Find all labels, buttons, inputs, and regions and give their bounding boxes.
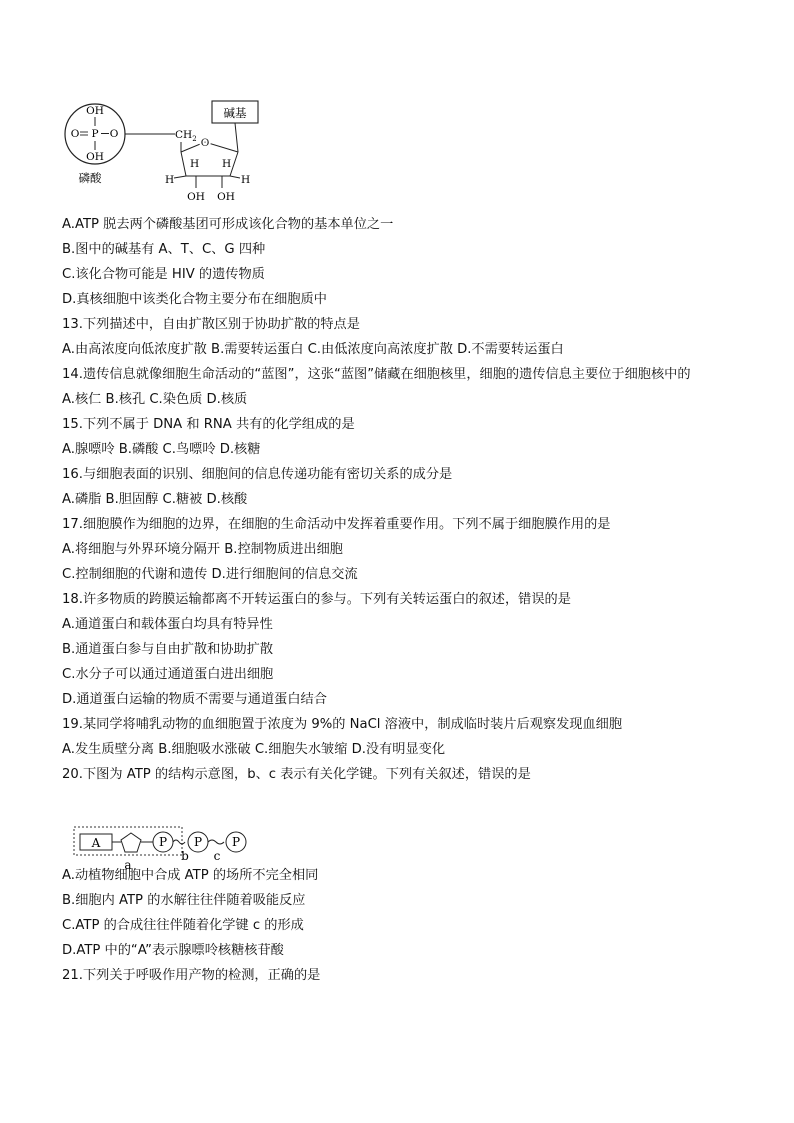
question-stem: 19.某同学将哺乳动物的血细胞置于浓度为 9%的 NaCl 溶液中，制成临时装片后观察发现血细胞: [62, 717, 623, 732]
o-link-text: O: [109, 128, 119, 140]
hydrogen-text: H: [165, 174, 175, 186]
oh-bottom-text: OH: [86, 151, 104, 163]
option-line: A.由高浓度向低浓度扩散 B.需要转运蛋白 C.由低浓度向高浓度扩散 D.不需要转运蛋白: [62, 342, 564, 357]
ribose-pentagon: [121, 833, 141, 852]
question-stem: 18.许多物质的跨膜运输都离不开转运蛋白的参与。下列有关转运蛋白的叙述，错误的是: [62, 592, 571, 607]
phosphate-label: 磷酸: [78, 171, 102, 185]
option-line: A.磷脂 B.胆固醇 C.糖被 D.核酸: [62, 492, 248, 507]
question-stem: 15.下列不属于 DNA 和 RNA 共有的化学组成的是: [62, 417, 355, 432]
oh-right-text: OH: [217, 191, 235, 203]
option-line: A.动植物细胞中合成 ATP 的场所不完全相同: [62, 868, 319, 883]
option-line: A.核仁 B.核孔 C.染色质 D.核质: [62, 392, 248, 407]
option-line: A.通道蛋白和载体蛋白均具有特异性: [62, 617, 273, 632]
question-stem: 17.细胞膜作为细胞的边界，在细胞的生命活动中发挥着重要作用。下列不属于细胞膜作用的是: [62, 517, 611, 532]
option-line: A.腺嘌呤 B.磷酸 C.鸟嘌呤 D.核糖: [62, 442, 261, 457]
question-stem: 16.与细胞表面的识别、细胞间的信息传递功能有密切关系的成分是: [62, 467, 453, 482]
base-label: 碱基: [223, 106, 247, 120]
phosphate-letter: P: [158, 835, 168, 849]
high-energy-bond-b: [173, 840, 185, 844]
phosphorus-text: P: [91, 128, 99, 140]
option-line: B.图中的碱基有 A、T、C、G 四种: [62, 242, 266, 257]
option-line: D.真核细胞中该类化合物主要分布在细胞质中: [62, 292, 327, 307]
o-double-text: O: [70, 128, 80, 140]
phosphate-letter: P: [193, 835, 203, 849]
option-line: B.通道蛋白参与自由扩散和协助扩散: [62, 642, 274, 657]
question-stem: 14.遗传信息就像细胞生命活动的“蓝图”，这张“蓝图”储藏在细胞核里，细胞的遗传信息主要位于细胞核中的: [62, 367, 691, 382]
option-line: D.通道蛋白运输的物质不需要与通道蛋白结合: [62, 692, 327, 707]
glycosidic-bond-line: [235, 123, 238, 152]
label-a: a: [124, 858, 132, 872]
label-c: c: [213, 849, 221, 863]
option-line: D.ATP 中的“A”表示腺嘌呤核糖核苷酸: [62, 943, 284, 958]
option-line: B.细胞内 ATP 的水解往往伴随着吸能反应: [62, 893, 306, 908]
option-line: C.该化合物可能是 HIV 的遗传物质: [62, 267, 265, 282]
oh-left-text: OH: [187, 191, 205, 203]
option-line: C.水分子可以通过通道蛋白进出细胞: [62, 667, 274, 682]
hydrogen-text: H: [222, 158, 232, 170]
option-line: A.ATP 脱去两个磷酸基团可形成该化合物的基本单位之一: [62, 217, 394, 232]
bond-line: [174, 176, 186, 178]
nucleotide-structure-diagram: [62, 92, 282, 207]
bond-line: [230, 176, 240, 178]
question-stem: 21.下列关于呼吸作用产物的检测，正确的是: [62, 968, 321, 983]
high-energy-bond-c: [208, 840, 224, 844]
hydrogen-text: H: [190, 158, 200, 170]
label-b: b: [181, 849, 189, 863]
question-stem: 13.下列描述中，自由扩散区别于协助扩散的特点是: [62, 317, 360, 332]
option-line: C.ATP 的合成往往伴随着化学键 c 的形成: [62, 918, 304, 933]
question-stem: 20.下图为 ATP 的结构示意图，b、c 表示有关化学键。下列有关叙述，错误的是: [62, 767, 531, 782]
ring-oxygen-text: O: [200, 137, 210, 149]
phosphate-letter: P: [231, 835, 241, 849]
atp-structure-diagram: [70, 823, 270, 875]
option-line: C.控制细胞的代谢和遗传 D.进行细胞间的信息交流: [62, 567, 358, 582]
hydrogen-text: H: [241, 174, 251, 186]
ribose-ring-top: [181, 142, 238, 152]
adenine-letter: A: [91, 836, 101, 850]
oh-top-text: OH: [86, 105, 104, 117]
option-line: A.发生质壁分离 B.细胞吸水涨破 C.细胞失水皱缩 D.没有明显变化: [62, 742, 446, 757]
ch2-text: $CH_2$: [175, 129, 197, 143]
option-line: A.将细胞与外界环境分隔开 B.控制物质进出细胞: [62, 542, 343, 557]
